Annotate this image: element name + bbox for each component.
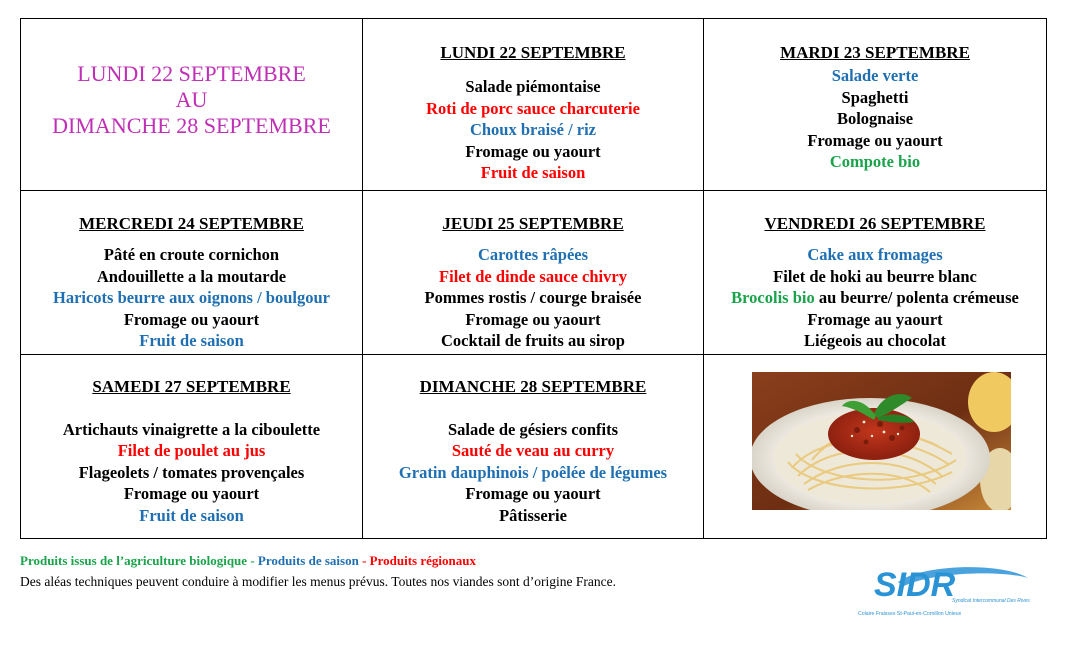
dish-line: Salade verte bbox=[831, 66, 919, 85]
dish-line: Fromage ou yaourt bbox=[465, 309, 601, 329]
day-title: MERCREDI 24 SEPTEMBRE bbox=[79, 214, 304, 234]
disclaimer-note: Des aléas techniques peuvent conduire à modifier les menus prévus. Toutes nos viandes sont d’origine France. bbox=[20, 574, 617, 589]
day-title: LUNDI 22 SEPTEMBRE bbox=[440, 43, 626, 62]
dish-line: Flageolets / tomates provençales bbox=[78, 462, 305, 482]
dish-line: Filet de poulet au jus bbox=[117, 441, 266, 461]
day-title: MARDI 23 SEPTEMBRE bbox=[780, 43, 970, 62]
day-title: JEUDI 25 SEPTEMBRE bbox=[442, 214, 624, 234]
dish-line: Pâtisserie bbox=[499, 505, 567, 525]
dish-line: Spaghetti bbox=[841, 87, 909, 107]
dish-line: Cocktail de fruits au sirop bbox=[441, 331, 625, 351]
dish-line: Pommes rostis / courge braisée bbox=[424, 288, 642, 308]
photo-cell bbox=[704, 354, 1047, 538]
dish-line: Artichauts vinaigrette a la ciboulette bbox=[62, 419, 321, 439]
dish-line: Filet de hoki au beurre blanc bbox=[773, 266, 977, 286]
dish-line: Compote bio bbox=[829, 152, 921, 171]
color-legend: Produits issus de l’agriculture biologique - Produits de saison - Produits régionaux bbox=[20, 553, 476, 568]
spaghetti-bolognese-photo bbox=[752, 372, 1011, 510]
dish-line: Salade de gésiers confits bbox=[447, 419, 619, 439]
dish-line: Fromage ou yaourt bbox=[807, 130, 943, 150]
dish-line: Brocolis bio au beurre/ polenta crémeuse bbox=[731, 288, 1019, 308]
dish-line: Fromage au yaourt bbox=[807, 309, 943, 329]
legend-regionaux: Produits régionaux bbox=[369, 553, 476, 568]
dish-line: Salade piémontaise bbox=[465, 77, 601, 96]
dish-line: Filet de dinde sauce chivry bbox=[439, 266, 627, 286]
dish-line: Choux braisé / riz bbox=[469, 120, 597, 139]
dish-line: Bolognaise bbox=[836, 109, 914, 128]
dish-line: Fruit de saison bbox=[139, 331, 244, 351]
dish-line: Fruit de saison bbox=[480, 163, 586, 182]
menu-period: LUNDI 22 SEPTEMBRE AU DIMANCHE 28 SEPTEMBRE bbox=[52, 61, 331, 138]
legend-bio: Produits issus de l’agriculture biologique bbox=[20, 553, 248, 568]
day-cell-sunday bbox=[363, 354, 704, 538]
day-cell-monday bbox=[363, 19, 704, 191]
dish-line: Andouillette a la moutarde bbox=[96, 266, 287, 286]
day-cell-thursday bbox=[363, 191, 704, 354]
dish-line: Sauté de veau au curry bbox=[451, 441, 615, 461]
day-cell-saturday bbox=[21, 354, 363, 538]
svg-text:Colaire Fraisses St-Paul-en-Co: Colaire Fraisses St-Paul-en-Cornillon Unieux bbox=[858, 611, 962, 617]
dish-line: Pâté en croute cornichon bbox=[103, 245, 280, 265]
dish-line: Fromage ou yaourt bbox=[465, 141, 601, 161]
day-cell-wednesday bbox=[21, 191, 363, 354]
day-title: SAMEDI 27 SEPTEMBRE bbox=[92, 376, 291, 396]
dish-line: Cake aux fromages bbox=[807, 245, 943, 265]
period-cell bbox=[21, 19, 363, 191]
dish-line: Fruit de saison bbox=[139, 505, 244, 525]
sidr-logo bbox=[852, 560, 1042, 622]
dish-line: Fromage ou yaourt bbox=[465, 484, 601, 504]
dish-line: Liégeois au chocolat bbox=[803, 331, 947, 351]
svg-text:SIDR: SIDR bbox=[874, 566, 956, 604]
day-cell-tuesday bbox=[704, 19, 1047, 191]
day-cell-friday bbox=[704, 191, 1047, 354]
weekly-menu-table bbox=[20, 18, 1047, 539]
dish-line: Roti de porc sauce charcuterie bbox=[426, 98, 640, 118]
day-title: VENDREDI 26 SEPTEMBRE bbox=[764, 214, 986, 234]
dish-line: Carottes râpées bbox=[477, 245, 589, 265]
dish-line: Fromage ou yaourt bbox=[123, 484, 260, 504]
dish-line: Gratin dauphinois / poêlée de légumes bbox=[398, 462, 668, 482]
day-title: DIMANCHE 28 SEPTEMBRE bbox=[419, 376, 647, 396]
svg-text:Syndicat Intercommunal Des Riv: Syndicat Intercommunal Des Rives bbox=[952, 598, 1030, 604]
dish-line: Haricots beurre aux oignons / boulgour bbox=[52, 288, 330, 308]
legend-saison: Produits de saison bbox=[257, 553, 359, 568]
dish-line: Fromage ou yaourt bbox=[123, 309, 260, 329]
